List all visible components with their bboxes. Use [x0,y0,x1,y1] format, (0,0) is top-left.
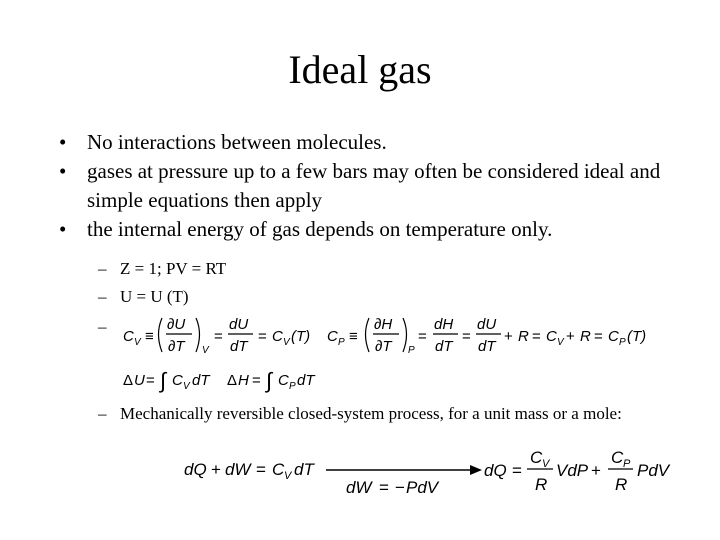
svg-text:=: = [146,372,155,389]
svg-text:V: V [183,381,190,392]
bullet-marker: • [59,130,67,154]
sub-bullet-text: U = U (T) [120,287,189,306]
svg-text:V: V [283,337,290,348]
svg-text:∂U: ∂U [167,316,186,333]
sub-bullet-text: Z = 1; PV = RT [120,259,227,278]
svg-text:C: C [530,448,543,467]
svg-text:PdV: PdV [406,478,439,497]
svg-text:∂T: ∂T [375,338,392,355]
svg-text:V: V [134,337,141,348]
svg-text:P: P [408,345,415,356]
svg-text:VdP: VdP [556,461,589,480]
delta-u-equation [123,368,211,393]
svg-text:=: = [214,328,223,345]
svg-text:∂T: ∂T [168,338,185,355]
svg-text:dQ: dQ [484,461,507,480]
implies-arrow [326,465,482,475]
svg-text:+: + [566,328,575,345]
slide-title: Ideal gas [288,47,432,92]
svg-text:dT: dT [192,372,210,389]
svg-text:dH: dH [434,316,454,333]
svg-text:V: V [557,337,564,348]
svg-text:V: V [542,458,550,470]
svg-text:∫: ∫ [160,368,167,393]
svg-text:P: P [338,337,345,348]
svg-text:Δ: Δ [227,372,238,389]
dash-marker: – [98,259,107,278]
svg-text:+: + [591,461,601,480]
svg-text:dT: dT [294,460,314,479]
bullet-marker: • [59,217,67,241]
bullet-text: the internal energy of gas depends on temperature only. [87,217,553,241]
svg-text:=: = [418,328,427,345]
svg-text:U: U [134,372,145,389]
svg-text:PdV: PdV [637,461,670,480]
svg-text:C: C [272,460,285,479]
bullet-item [59,215,699,244]
bullet-item [59,128,699,157]
svg-text:C: C [272,328,283,345]
svg-text:=: = [258,328,267,345]
dash-marker: – [98,287,107,306]
svg-text:dQ: dQ [184,460,207,479]
svg-text:=: = [594,328,603,345]
svg-text:=: = [462,328,471,345]
svg-text:dU: dU [477,316,497,333]
bullet-list [59,128,699,244]
dash-marker: – [98,404,107,423]
bullet-marker: • [59,159,67,183]
svg-text:V: V [202,345,209,356]
sub-bullet [98,286,189,308]
dash-marker: – [98,317,107,336]
bullet-item [59,157,699,215]
sub-bullet [98,403,678,425]
svg-text:=: = [532,328,541,345]
bullet-text: No interactions between molecules. [87,130,387,154]
svg-text:C: C [123,328,134,345]
svg-text:C: C [172,372,183,389]
svg-text:C: C [278,372,289,389]
svg-text:C: C [546,328,557,345]
svg-text:=: = [256,460,266,479]
svg-text:H: H [238,372,249,389]
svg-text:C: C [608,328,619,345]
svg-text:Δ: Δ [123,372,134,389]
work-equation [346,478,440,497]
svg-text:C: C [611,448,624,467]
cp-definition-equation [327,316,646,356]
svg-text:(T): (T) [291,328,311,345]
sub-bullet-text: Mechanically reversible closed-system process, for a unit mass or a mole: [120,404,622,423]
delta-h-equation [227,368,316,393]
svg-text:dW: dW [225,460,251,479]
svg-text:∫: ∫ [266,368,273,393]
svg-text:−: − [395,478,405,497]
svg-text:dT: dT [478,338,496,355]
svg-text:=: = [252,372,261,389]
first-law-equation [184,460,315,482]
bullet-text: gases at pressure up to a few bars may often be considered ideal and simple equations then apply [87,159,661,212]
svg-text:+: + [504,328,513,345]
svg-text:dT: dT [297,372,315,389]
svg-text:dW: dW [346,478,372,497]
svg-text:dT: dT [435,338,453,355]
svg-text:P: P [623,458,631,470]
svg-text:=: = [512,461,522,480]
svg-text:≡: ≡ [145,328,154,345]
sub-bullet [98,258,226,280]
svg-text:P: P [289,381,296,392]
svg-text:+: + [211,460,221,479]
svg-text:dT: dT [230,338,248,355]
svg-text:R: R [535,475,548,494]
svg-text:R: R [518,328,529,345]
svg-text:P: P [619,337,626,348]
svg-text:R: R [615,475,628,494]
svg-text:=: = [379,478,389,497]
cv-definition-equation [123,316,310,356]
svg-text:(T): (T) [627,328,647,345]
svg-text:V: V [284,470,292,482]
svg-text:∂H: ∂H [374,316,393,333]
svg-text:≡: ≡ [349,328,358,345]
svg-text:dU: dU [229,316,249,333]
svg-text:R: R [580,328,591,345]
svg-text:C: C [327,328,338,345]
heat-equation [484,448,671,494]
